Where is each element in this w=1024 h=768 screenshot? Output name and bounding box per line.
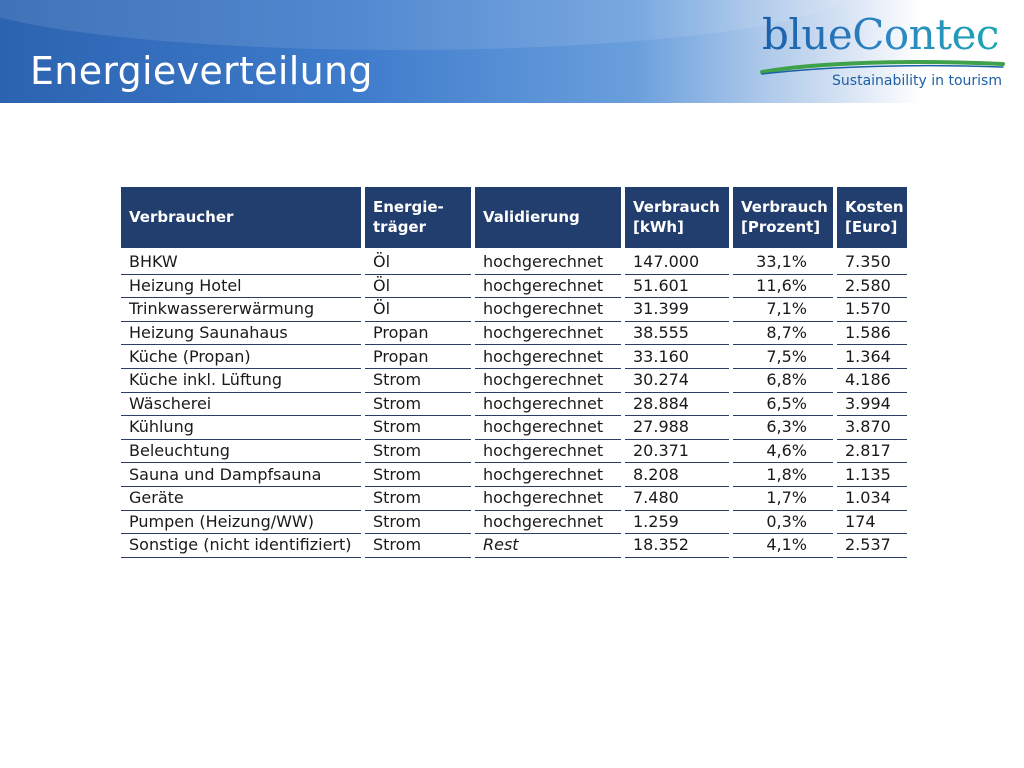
cell-energy-carrier: Öl xyxy=(365,275,471,299)
logo-tagline: Sustainability in tourism xyxy=(832,73,1002,89)
table-row xyxy=(121,369,907,393)
cell-cost-euro: 1.034 xyxy=(837,487,907,511)
cell-cost-euro: 2.580 xyxy=(837,275,907,299)
column-header-consumption-kwh: Verbrauch [kWh] xyxy=(625,187,729,251)
bluecontec-logo xyxy=(760,10,1010,94)
cell-consumer: Trinkwassererwärmung xyxy=(121,298,361,322)
cell-energy-carrier: Strom xyxy=(365,440,471,464)
cell-consumption-kwh: 27.988 xyxy=(625,416,729,440)
cell-consumer: Küche (Propan) xyxy=(121,345,361,369)
cell-consumption-kwh: 7.480 xyxy=(625,487,729,511)
cell-cost-euro: 1.364 xyxy=(837,345,907,369)
cell-cost-euro: 3.870 xyxy=(837,416,907,440)
cell-consumer: Sauna und Dampfsauna xyxy=(121,463,361,487)
cell-cost-euro: 2.537 xyxy=(837,534,907,558)
table-row xyxy=(121,440,907,464)
logo-wordmark: blueContec xyxy=(762,10,999,59)
cell-consumption-percent: 33,1% xyxy=(733,251,833,275)
cell-validation: hochgerechnet xyxy=(475,440,621,464)
cell-consumption-percent: 11,6% xyxy=(733,275,833,299)
cell-consumption-percent: 1,8% xyxy=(733,463,833,487)
cell-consumption-kwh: 18.352 xyxy=(625,534,729,558)
cell-cost-euro: 3.994 xyxy=(837,393,907,417)
cell-consumption-percent: 6,3% xyxy=(733,416,833,440)
table-row xyxy=(121,322,907,346)
cell-consumption-kwh: 28.884 xyxy=(625,393,729,417)
cell-energy-carrier: Strom xyxy=(365,393,471,417)
cell-validation: hochgerechnet xyxy=(475,463,621,487)
cell-validation: hochgerechnet xyxy=(475,322,621,346)
cell-consumer: Pumpen (Heizung/WW) xyxy=(121,511,361,535)
cell-consumer: Küche inkl. Lüftung xyxy=(121,369,361,393)
cell-validation: hochgerechnet xyxy=(475,275,621,299)
cell-consumer: Heizung Saunahaus xyxy=(121,322,361,346)
cell-consumer: Geräte xyxy=(121,487,361,511)
cell-energy-carrier: Öl xyxy=(365,298,471,322)
column-header-consumption-percent: Verbrauch [Prozent] xyxy=(733,187,833,251)
table-row xyxy=(121,298,907,322)
energy-distribution-table xyxy=(117,187,911,558)
cell-energy-carrier: Strom xyxy=(365,534,471,558)
cell-validation: hochgerechnet xyxy=(475,345,621,369)
table-row xyxy=(121,534,907,558)
table-row xyxy=(121,511,907,535)
cell-energy-carrier: Öl xyxy=(365,251,471,275)
cell-cost-euro: 1.135 xyxy=(837,463,907,487)
cell-consumption-kwh: 8.208 xyxy=(625,463,729,487)
table-body xyxy=(121,251,907,558)
cell-consumption-percent: 4,6% xyxy=(733,440,833,464)
cell-energy-carrier: Propan xyxy=(365,345,471,369)
cell-validation: hochgerechnet xyxy=(475,393,621,417)
cell-consumption-kwh: 33.160 xyxy=(625,345,729,369)
cell-consumer: Beleuchtung xyxy=(121,440,361,464)
cell-energy-carrier: Propan xyxy=(365,322,471,346)
cell-consumption-kwh: 51.601 xyxy=(625,275,729,299)
table-row xyxy=(121,487,907,511)
cell-consumer: Sonstige (nicht identifiziert) xyxy=(121,534,361,558)
cell-validation: hochgerechnet xyxy=(475,487,621,511)
cell-consumption-percent: 1,7% xyxy=(733,487,833,511)
cell-consumption-kwh: 30.274 xyxy=(625,369,729,393)
table-row xyxy=(121,345,907,369)
column-header-validation: Validierung xyxy=(475,187,621,251)
column-header-cost-euro: Kosten [Euro] xyxy=(837,187,907,251)
cell-cost-euro: 7.350 xyxy=(837,251,907,275)
cell-energy-carrier: Strom xyxy=(365,416,471,440)
table-row xyxy=(121,393,907,417)
cell-energy-carrier: Strom xyxy=(365,369,471,393)
cell-energy-carrier: Strom xyxy=(365,487,471,511)
column-header-consumer: Verbraucher xyxy=(121,187,361,251)
cell-consumption-percent: 0,3% xyxy=(733,511,833,535)
cell-consumption-percent: 6,8% xyxy=(733,369,833,393)
cell-consumer: BHKW xyxy=(121,251,361,275)
cell-energy-carrier: Strom xyxy=(365,463,471,487)
table-row xyxy=(121,251,907,275)
cell-consumer: Kühlung xyxy=(121,416,361,440)
cell-energy-carrier: Strom xyxy=(365,511,471,535)
table-row xyxy=(121,275,907,299)
cell-cost-euro: 2.817 xyxy=(837,440,907,464)
cell-validation: hochgerechnet xyxy=(475,251,621,275)
cell-validation: hochgerechnet xyxy=(475,511,621,535)
cell-consumption-kwh: 147.000 xyxy=(625,251,729,275)
cell-consumption-percent: 7,5% xyxy=(733,345,833,369)
cell-cost-euro: 1.570 xyxy=(837,298,907,322)
cell-consumer: Heizung Hotel xyxy=(121,275,361,299)
table-row xyxy=(121,463,907,487)
cell-consumption-percent: 4,1% xyxy=(733,534,833,558)
cell-cost-euro: 174 xyxy=(837,511,907,535)
cell-consumption-kwh: 1.259 xyxy=(625,511,729,535)
cell-consumption-percent: 8,7% xyxy=(733,322,833,346)
cell-consumption-percent: 6,5% xyxy=(733,393,833,417)
cell-validation: hochgerechnet xyxy=(475,298,621,322)
cell-consumption-kwh: 38.555 xyxy=(625,322,729,346)
cell-consumption-kwh: 31.399 xyxy=(625,298,729,322)
banner-highlight xyxy=(0,0,850,50)
cell-validation: hochgerechnet xyxy=(475,369,621,393)
cell-cost-euro: 1.586 xyxy=(837,322,907,346)
cell-validation: Rest xyxy=(475,534,621,558)
table-header-row xyxy=(121,187,907,251)
cell-consumer: Wäscherei xyxy=(121,393,361,417)
energy-table-container xyxy=(117,187,907,558)
slide-title: Energieverteilung xyxy=(30,49,373,93)
cell-validation: hochgerechnet xyxy=(475,416,621,440)
cell-consumption-percent: 7,1% xyxy=(733,298,833,322)
cell-consumption-kwh: 20.371 xyxy=(625,440,729,464)
cell-cost-euro: 4.186 xyxy=(837,369,907,393)
column-header-energy-carrier: Energie- träger xyxy=(365,187,471,251)
table-row xyxy=(121,416,907,440)
